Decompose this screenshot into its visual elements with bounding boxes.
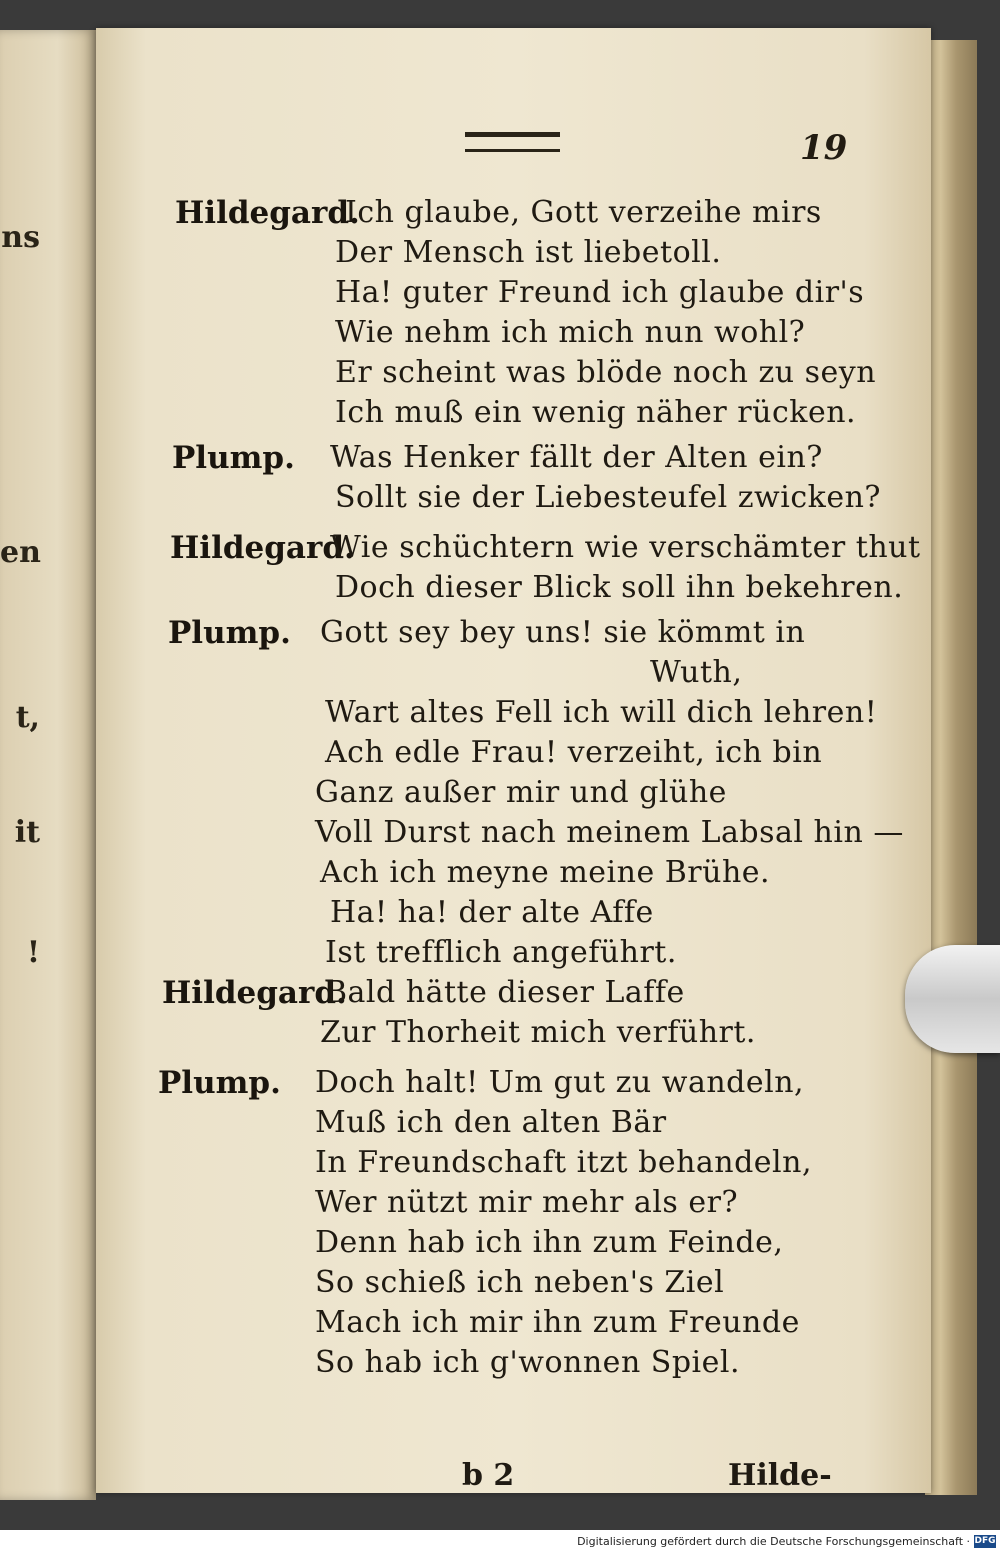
verse-line: Ha! ha! der alte Affe: [330, 895, 654, 930]
verse-line: Bald hätte dieser Laffe: [325, 975, 685, 1010]
verse-line: Denn hab ich ihn zum Feinde,: [315, 1225, 784, 1260]
header-rule: [465, 132, 560, 152]
verse-line: Ich muß ein wenig näher rücken.: [335, 395, 857, 430]
verse-line: In Freundschaft itzt behandeln,: [315, 1145, 813, 1180]
left-fragment: it: [14, 815, 40, 850]
speaker-name: Hildegard.: [170, 530, 355, 566]
verse-line: Muß ich den alten Bär: [315, 1105, 667, 1140]
verse-line: Zur Thorheit mich verführt.: [320, 1015, 756, 1050]
speaker-name: Plump.: [168, 615, 291, 651]
speaker-name: Plump.: [172, 440, 295, 476]
left-fragment: !: [26, 935, 40, 970]
verse-line: Ganz außer mir und glühe: [315, 775, 727, 810]
verse-line: Ach edle Frau! verzeiht, ich bin: [325, 735, 823, 770]
verse-line: Sollt sie der Liebesteufel zwicken?: [335, 480, 881, 515]
verse-line: Voll Durst nach meinem Labsal hin —: [315, 815, 904, 850]
speaker-name: Hildegard.: [162, 975, 347, 1011]
verse-line: Was Henker fällt der Alten ein?: [330, 440, 823, 475]
signature-mark: b 2: [462, 1458, 515, 1493]
left-margin-fragments: [0, 30, 96, 1500]
speaker-name: Plump.: [158, 1065, 281, 1101]
verse-line: Mach ich mir ihn zum Freunde: [315, 1305, 800, 1340]
page-number: 19: [800, 128, 848, 168]
verse-line: Er scheint was blöde noch zu seyn: [335, 355, 877, 390]
verse-line: Doch halt! Um gut zu wandeln,: [315, 1065, 805, 1100]
dfg-logo: DFG: [974, 1536, 996, 1546]
left-fragment: t,: [15, 700, 40, 735]
speaker-name: Hildegard.: [175, 195, 360, 231]
left-page: [0, 30, 96, 1500]
verse-line: Wart altes Fell ich will dich lehren!: [325, 695, 878, 730]
verse-line: Wuth,: [650, 655, 743, 690]
verse-line: Wie schüchtern wie verschämter thut: [330, 530, 921, 565]
verse-line: Ich glaube, Gott verzeihe mirs: [345, 195, 822, 230]
verse-line: Ach ich meyne meine Brühe.: [320, 855, 771, 890]
verse-line: So schieß ich neben's Ziel: [315, 1265, 725, 1300]
verse-line: Ist trefflich angeführt.: [325, 935, 677, 970]
left-fragment: ns: [1, 220, 40, 255]
catchword: Hilde-: [728, 1458, 832, 1493]
verse-line: Gott sey bey uns! sie kömmt in: [320, 615, 806, 650]
credit-bar: [0, 1530, 1000, 1555]
page-clip: [905, 945, 1000, 1053]
credit-text: Digitalisierung gefördert durch die Deutsche Forschungsgemeinschaft ·: [577, 1535, 970, 1548]
page-edge: [925, 40, 977, 1495]
left-fragment: en: [0, 535, 41, 570]
verse-line: Der Mensch ist liebetoll.: [335, 235, 722, 270]
verse-line: Doch dieser Blick soll ihn bekehren.: [335, 570, 904, 605]
verse-line: Wie nehm ich mich nun wohl?: [335, 315, 806, 350]
verse-line: So hab ich g'wonnen Spiel.: [315, 1345, 741, 1380]
verse-line: Wer nützt mir mehr als er?: [315, 1185, 739, 1220]
verse-line: Ha! guter Freund ich glaube dir's: [335, 275, 865, 310]
